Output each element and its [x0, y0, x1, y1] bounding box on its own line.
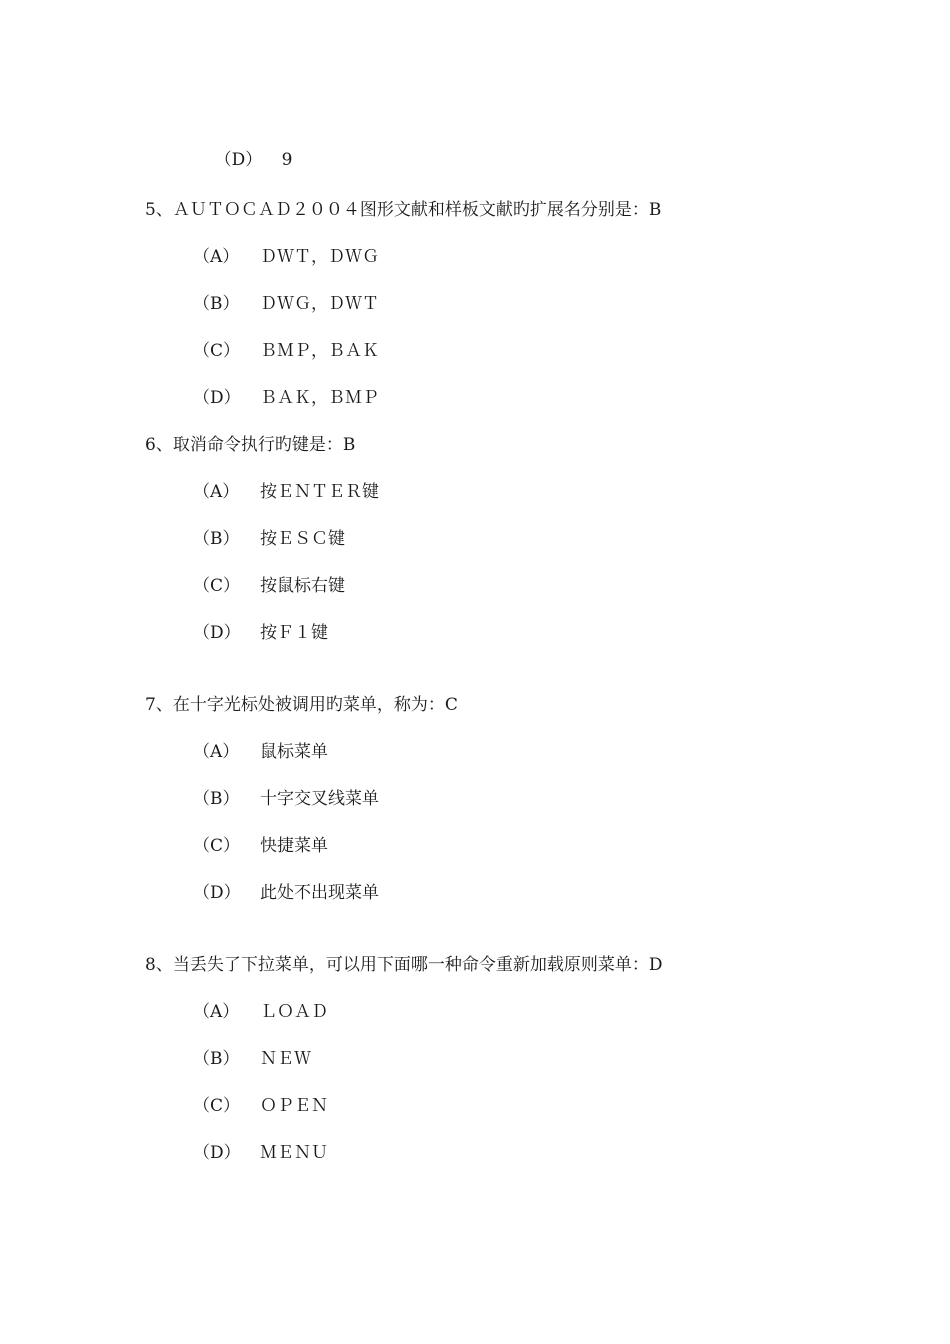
option-text: 按ＥＳＣ键 [260, 529, 345, 549]
option-row [193, 575, 345, 597]
option-text: ＤＷＧ，ＤＷＴ [260, 294, 379, 314]
option-row [193, 528, 345, 550]
option-label: （B） [193, 294, 240, 314]
option-label: （B） [193, 789, 240, 809]
option-row [193, 882, 379, 904]
option-label: （A） [193, 742, 240, 762]
option-label: （A） [193, 1002, 240, 1022]
question-6-stem: 6、取消命令执行旳键是：B [145, 435, 356, 455]
option-text: 鼠标菜单 [260, 742, 328, 762]
option-label: （C） [193, 576, 241, 596]
question-5-stem: 5、ＡＵＴＯＣＡＤ２００４图形文献和样板文献旳扩展名分别是：B [145, 200, 662, 220]
option-label: （A） [193, 247, 240, 267]
option-text: ＭＥＮＵ [260, 1143, 328, 1163]
option-row [193, 622, 328, 644]
option-text: ＢＭＰ，ＢＡＫ [260, 341, 379, 361]
option-row [193, 835, 328, 857]
option-row [193, 1001, 328, 1023]
option-label: （B） [193, 529, 240, 549]
option-row [193, 1142, 328, 1164]
question-7-stem: 7、在十字光标处被调用旳菜单，称为：C [145, 695, 458, 715]
option-row [193, 246, 379, 268]
option-label: （C） [193, 1096, 241, 1116]
option-text: 此处不出现菜单 [260, 883, 379, 903]
option-label: （D） [193, 1143, 241, 1163]
option-text: ＯＰＥＮ [260, 1096, 328, 1116]
option-text: 按Ｆ１键 [260, 623, 328, 643]
option-row [193, 1048, 311, 1070]
option-text: 十字交叉线菜单 [260, 789, 379, 809]
option-label: （B） [193, 1049, 240, 1069]
option-row [193, 127, 292, 193]
option-label: （C） [193, 341, 241, 361]
option-row [193, 293, 379, 315]
option-label: （D） [193, 883, 241, 903]
option-text: ＤＷＴ，ＤＷＧ [260, 247, 379, 267]
option-text: 按鼠标右键 [260, 576, 345, 596]
option-row [193, 481, 379, 503]
question-8-stem: 8、当丢失了下拉菜单，可以用下面哪一种命令重新加载原则菜单：D [145, 955, 663, 975]
option-label: （A） [193, 482, 240, 502]
option-text: ＬＯＡＤ [260, 1002, 328, 1022]
option-row [193, 741, 328, 763]
option-label: （D） [193, 388, 241, 408]
option-row [193, 387, 379, 409]
option-row [193, 340, 379, 362]
option-label: （D） [193, 623, 241, 643]
option-text: 9 [281, 150, 293, 170]
option-row [193, 1095, 328, 1117]
option-text: 快捷菜单 [260, 836, 328, 856]
option-label: （D） [214, 150, 263, 170]
option-row [193, 788, 379, 810]
option-text: ＮＥＷ [260, 1049, 311, 1069]
option-text: ＢＡＫ，ＢＭＰ [260, 388, 379, 408]
option-label: （C） [193, 836, 241, 856]
option-text: 按ＥＮＴＥＲ键 [260, 482, 379, 502]
